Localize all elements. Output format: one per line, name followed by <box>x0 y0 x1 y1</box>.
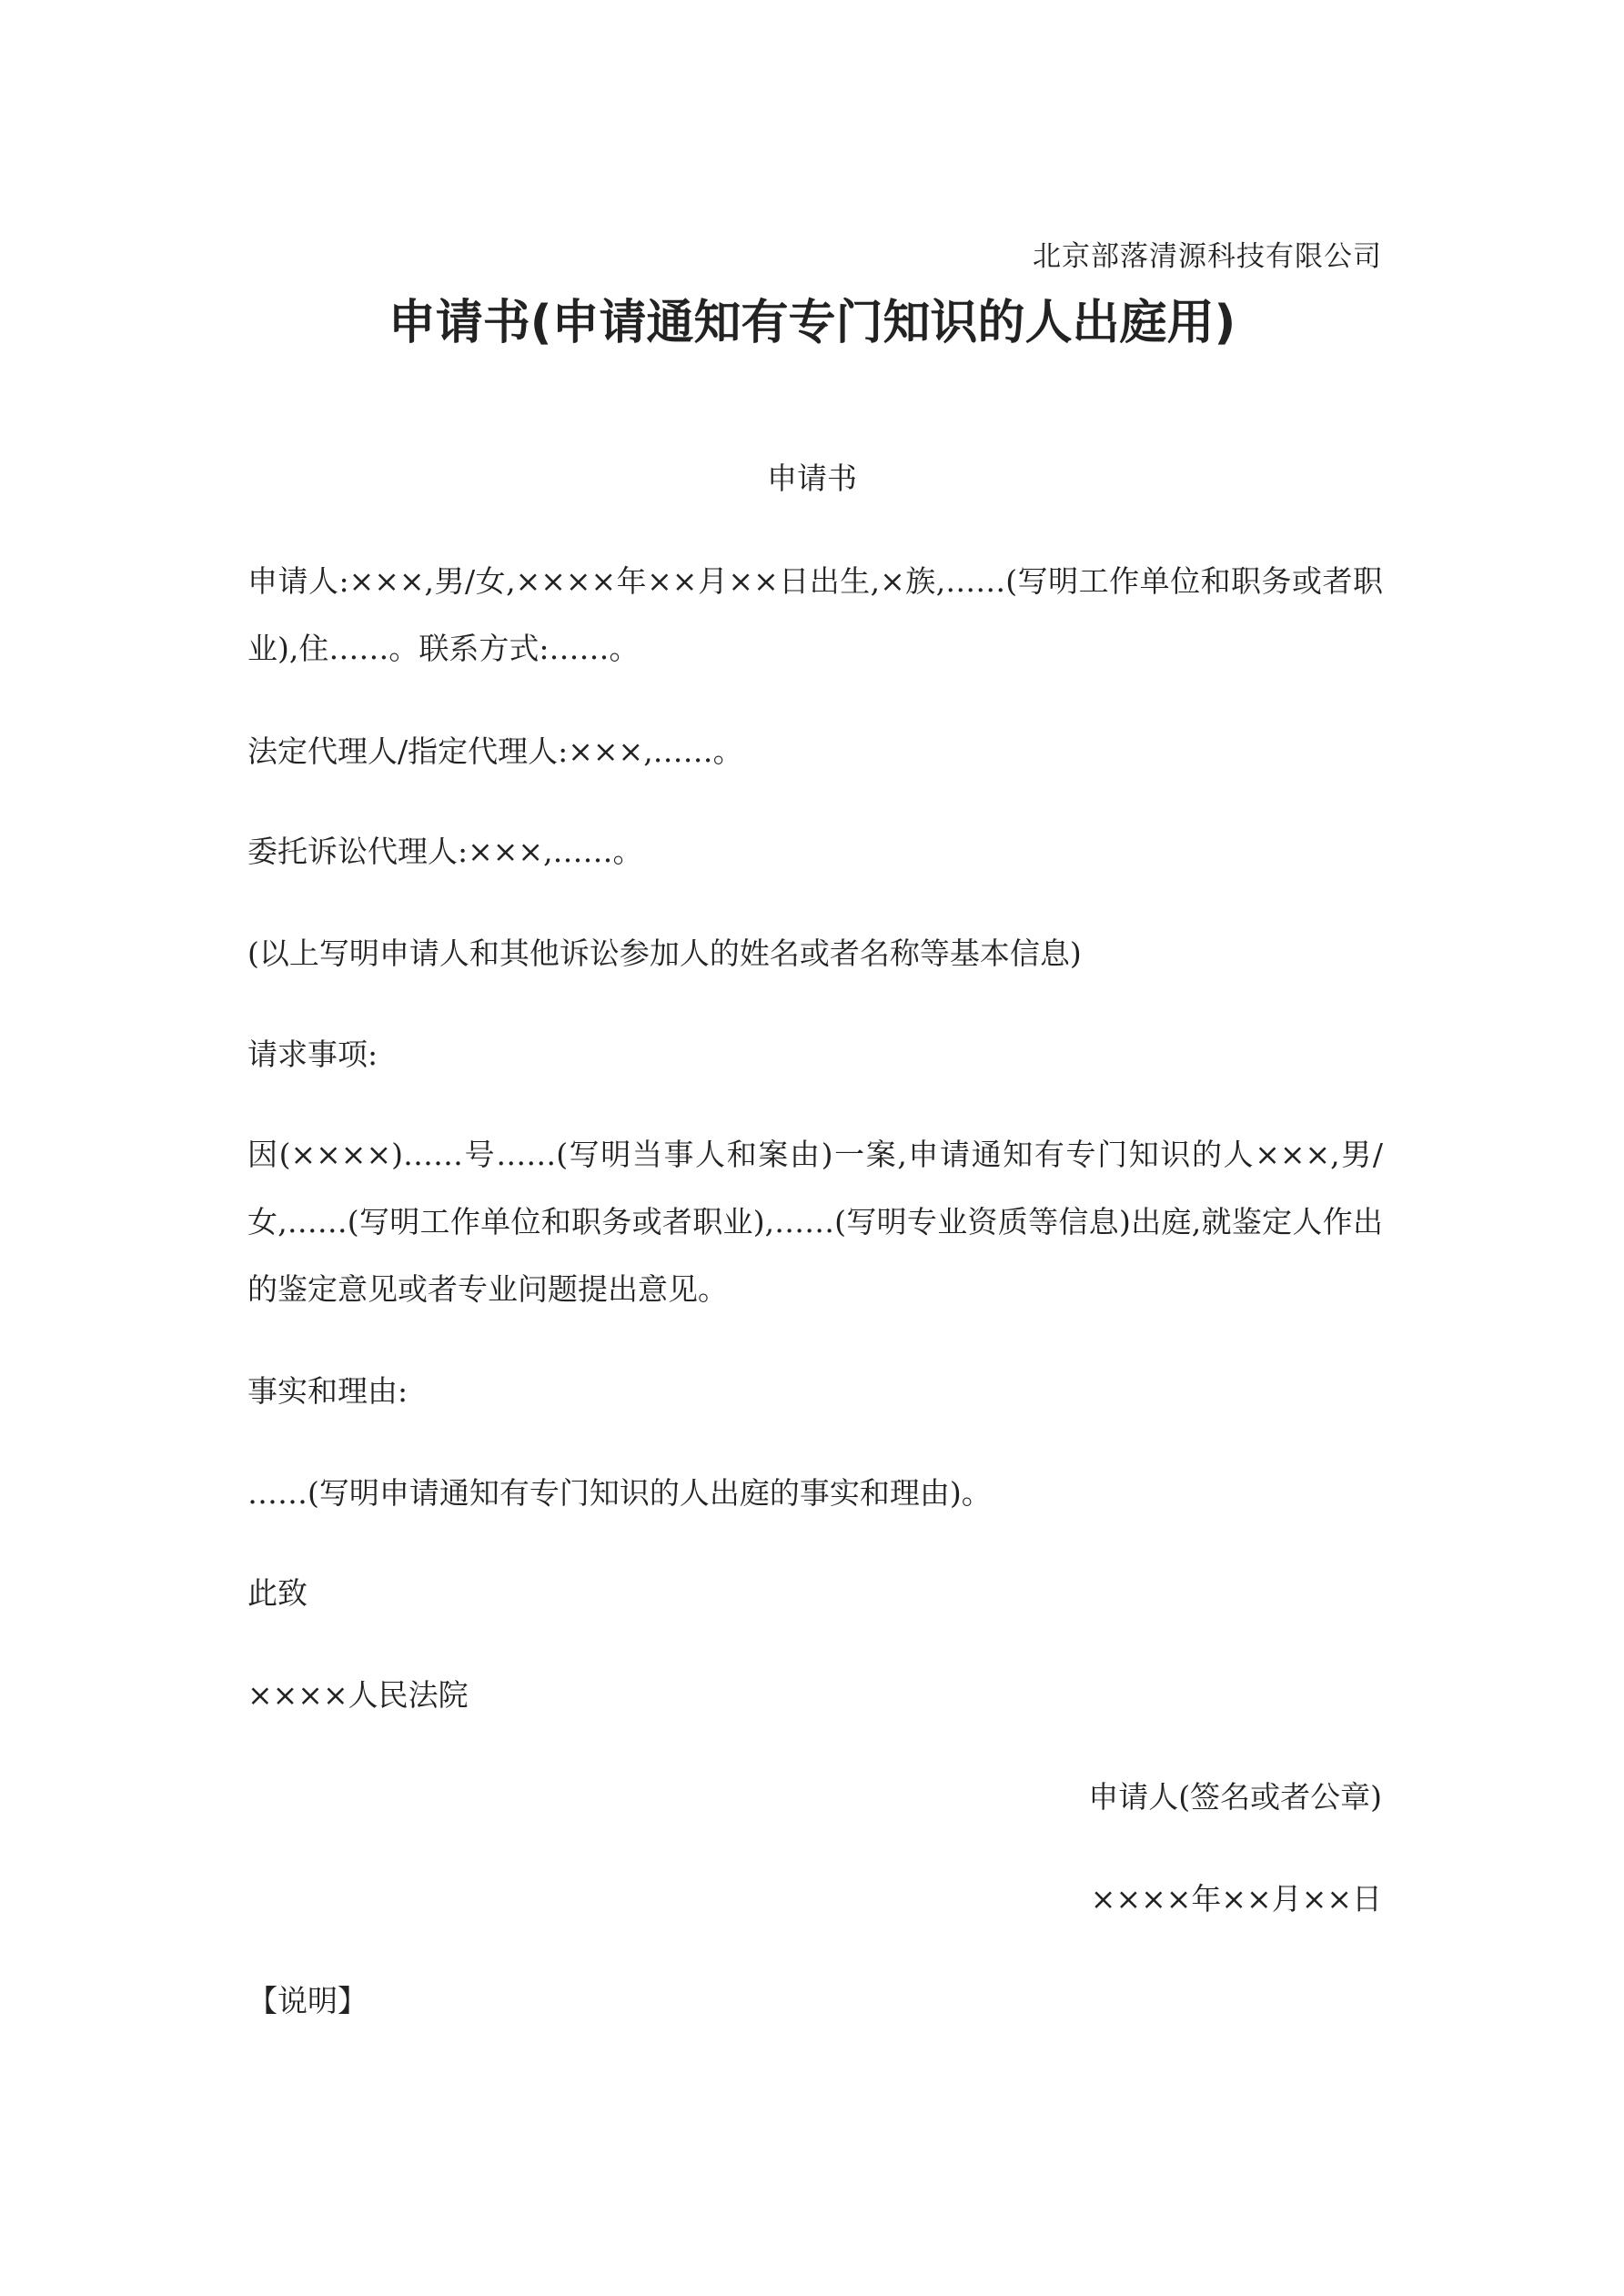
facts-paragraph: ……(写明申请通知有专门知识的人出庭的事实和理由)。 <box>247 1475 992 1511</box>
salutation-line: 此致 <box>247 1575 308 1611</box>
signature-line: 申请人(签名或者公章) <box>1088 1779 1382 1815</box>
facts-label: 事实和理由: <box>247 1373 409 1409</box>
document-title: 申请书(申请通知有专门知识的人出庭用) <box>388 296 1236 350</box>
date-line: ××××年××月××日 <box>1090 1881 1382 1917</box>
company-name: 北京部落清源科技有限公司 <box>1033 240 1382 273</box>
entrusted-agent-line: 委托诉讼代理人:×××,……。 <box>247 834 643 869</box>
request-paragraph: 因(××××)……号……(写明当事人和案由)一案,申请通知有专门知识的人×××,男/女,……(写明工作单位和职务或者职业),……(写明专业资质等信息)出庭,就鉴定人作出的鉴定意见或者专业问题提出意见。 <box>247 1137 1383 1307</box>
legal-agent-line: 法定代理人/指定代理人:×××,……。 <box>247 733 743 769</box>
document-subtitle: 申请书 <box>767 460 857 496</box>
parties-note-line: (以上写明申请人和其他诉讼参加人的姓名或者名称等基本信息) <box>247 936 1082 971</box>
request-label: 请求事项: <box>247 1037 378 1072</box>
court-line: ××××人民法院 <box>247 1677 469 1713</box>
applicant-paragraph: 申请人:×××,男/女,××××年××月××日出生,×族,……(写明工作单位和职务或者职业),住……。联系方式:……。 <box>247 563 1383 666</box>
explanation-heading: 【说明】 <box>247 1983 368 2018</box>
